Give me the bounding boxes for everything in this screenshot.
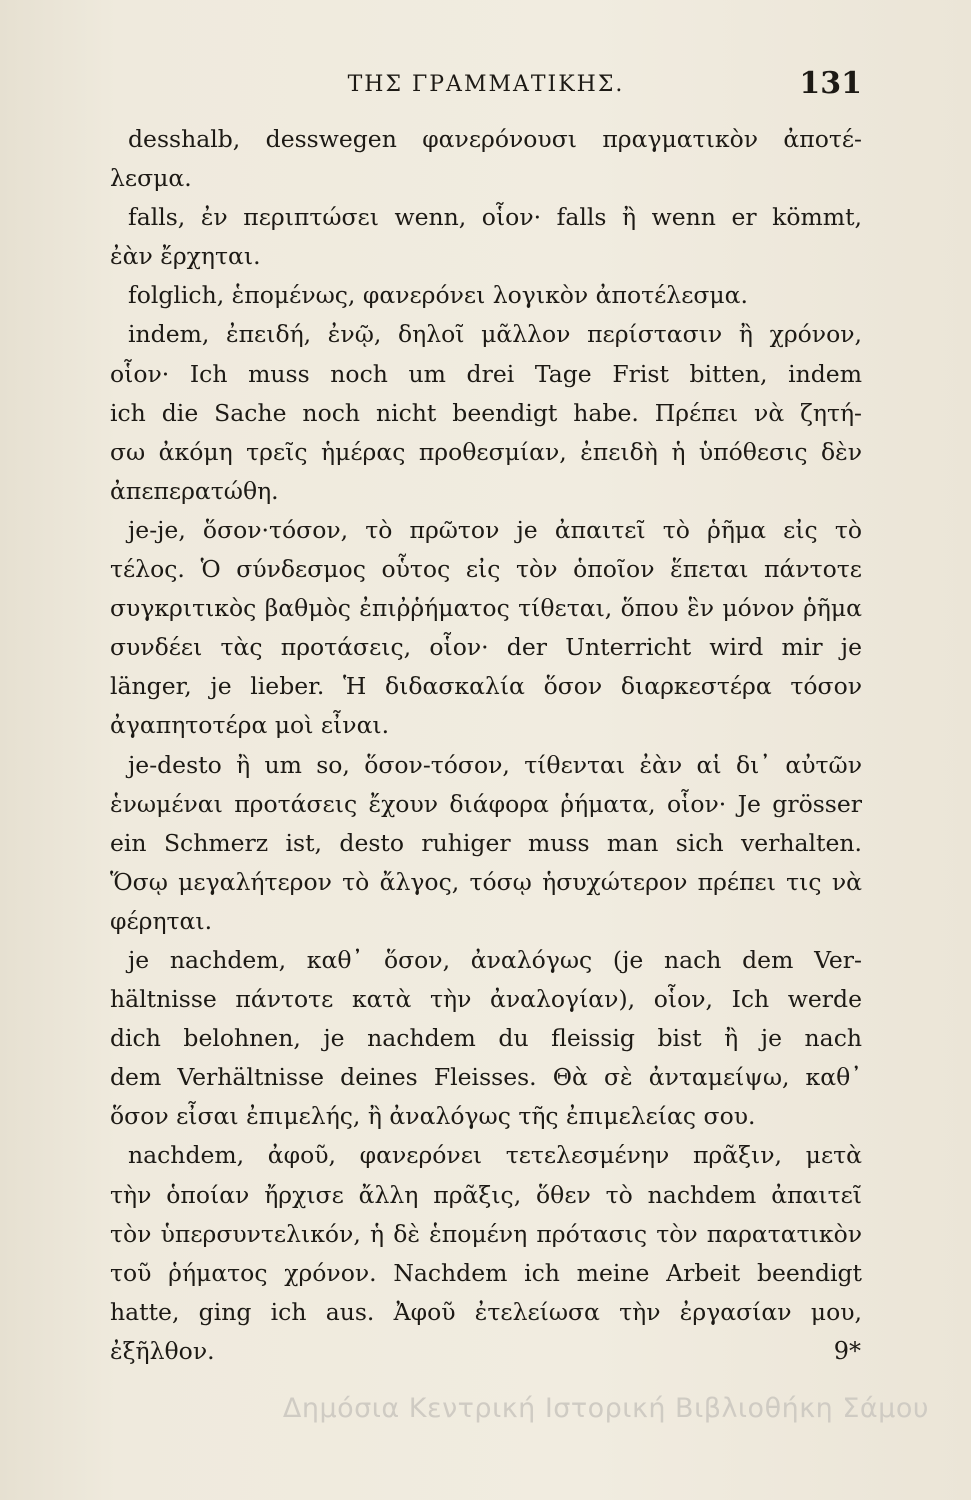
text-line: je-desto ἢ um so, ὅσον-τόσον, τίθενται ἐὰν αἱ δι᾽ αὐτῶν: [128, 750, 862, 779]
page-number: 131: [799, 66, 862, 101]
text-line: συνδέει τὰς προτάσεις, οἷον· der Unterricht wird mir je: [110, 633, 862, 662]
text-line: desshalb, desswegen φανερόνουσι πραγματικὸν ἀποτέ-: [128, 125, 862, 153]
text-line: ich die Sache noch nicht beendigt habe. Πρέπει νὰ ζητή-: [110, 398, 862, 427]
text-line: dem Verhältnisse deines Fleisses. Θὰ σὲ ἀνταμείψω, καθ᾽: [110, 1063, 862, 1092]
text-line: Ὅσῳ μεγαλήτερον τὸ ἄλγος, τόσῳ ἡσυχώτερον πρέπει τις νὰ: [110, 867, 862, 896]
text-line: τέλος. Ὁ σύνδεσμος οὗτος εἰς τὸν ὁποῖον ἕπεται πάντοτε: [110, 555, 862, 584]
text-line: τοῦ ῥήματος χρόνον. Nachdem ich meine Arbeit beendigt: [110, 1258, 862, 1287]
text-line: λεσμα.: [110, 164, 192, 193]
text-line: je nachdem, καθ᾽ ὅσον, ἀναλόγως (je nach dem Ver-: [128, 945, 862, 974]
library-watermark: Δημόσια Κεντρική Ιστορική Βιβλιοθήκη Σάμου: [282, 1393, 929, 1424]
text-line: hatte, ging ich aus. Ἀφοῦ ἐτελείωσα τὴν ἐργασίαν μου,: [110, 1297, 862, 1326]
text-line: ὅσον εἶσαι ἐπιμελής, ἢ ἀναλόγως τῆς ἐπιμελείας σου.: [110, 1102, 756, 1131]
text-line: je-je, ὅσον·τόσον, τὸ πρῶτον je ἀπαιτεῖ τὸ ῥῆμα εἰς τὸ: [128, 515, 862, 544]
text-line: σω ἀκόμη τρεῖς ἡμέρας προθεσμίαν, ἐπειδὴ ἡ ὑπόθεσις δὲν: [110, 437, 862, 466]
text-line: länger, je lieber. Ἡ διδασκαλία ὅσον διαρκεστέρα τόσον: [110, 672, 862, 701]
text-line: ἐὰν ἔρχηται.: [110, 242, 261, 271]
text-line: nachdem, ἀφοῦ, φανερόνει τετελεσμένην πρᾶξιν, μετὰ: [128, 1141, 862, 1170]
text-line: hältnisse πάντοτε κατὰ τὴν ἀναλογίαν), οἷον, Ich werde: [110, 985, 862, 1014]
text-line: φέρηται.: [110, 906, 213, 935]
text-line: ἐξῆλθον.: [110, 1336, 215, 1365]
text-line: dich belohnen, je nachdem du fleissig bist ἢ je nach: [110, 1024, 862, 1053]
page-header: [110, 66, 862, 106]
body-text: [110, 120, 862, 1371]
text-line: οἷον· Ich muss noch um drei Tage Frist bitten, indem: [110, 359, 862, 388]
text-line: falls, ἐν περιπτώσει wenn, οἷον· falls ἢ wenn er kömmt,: [128, 203, 862, 232]
text-line: ἀπεπερατώθη.: [110, 476, 279, 505]
text-line: ein Schmerz ist, desto ruhiger muss man sich verhalten.: [110, 828, 862, 857]
text-line: τὴν ὁποίαν ἤρχισε ἄλλη πρᾶξις, ὅθεν τὸ nachdem ἀπαιτεῖ: [110, 1180, 862, 1209]
text-line: ἀγαπητοτέρα μοὶ εἶναι.: [110, 711, 390, 740]
text-line: ἑνωμέναι προτάσεις ἔχουν διάφορα ῥήματα, οἷον· Je grösser: [110, 789, 862, 818]
text-line: indem, ἐπειδή, ἐνῷ, δηλοῖ μᾶλλον περίστασιν ἢ χρόνον,: [128, 320, 862, 349]
text-line: συγκριτικὸς βαθμὸς ἐπιῤῥήματος τίθεται, ὅπου ἓν μόνον ῥῆμα: [110, 594, 862, 623]
text-line: folglich, ἑπομένως, φανερόνει λογικὸν ἀποτέλεσμα.: [128, 281, 749, 310]
text-line: τὸν ὑπερσυντελικόν, ἡ δὲ ἑπομένη πρότασις τὸν παρατατικὸν: [110, 1219, 862, 1248]
signature-mark: 9*: [833, 1337, 861, 1365]
running-head: ΤΗΣ ΓΡΑΜΜΑΤΙΚΗΣ.: [347, 72, 625, 97]
